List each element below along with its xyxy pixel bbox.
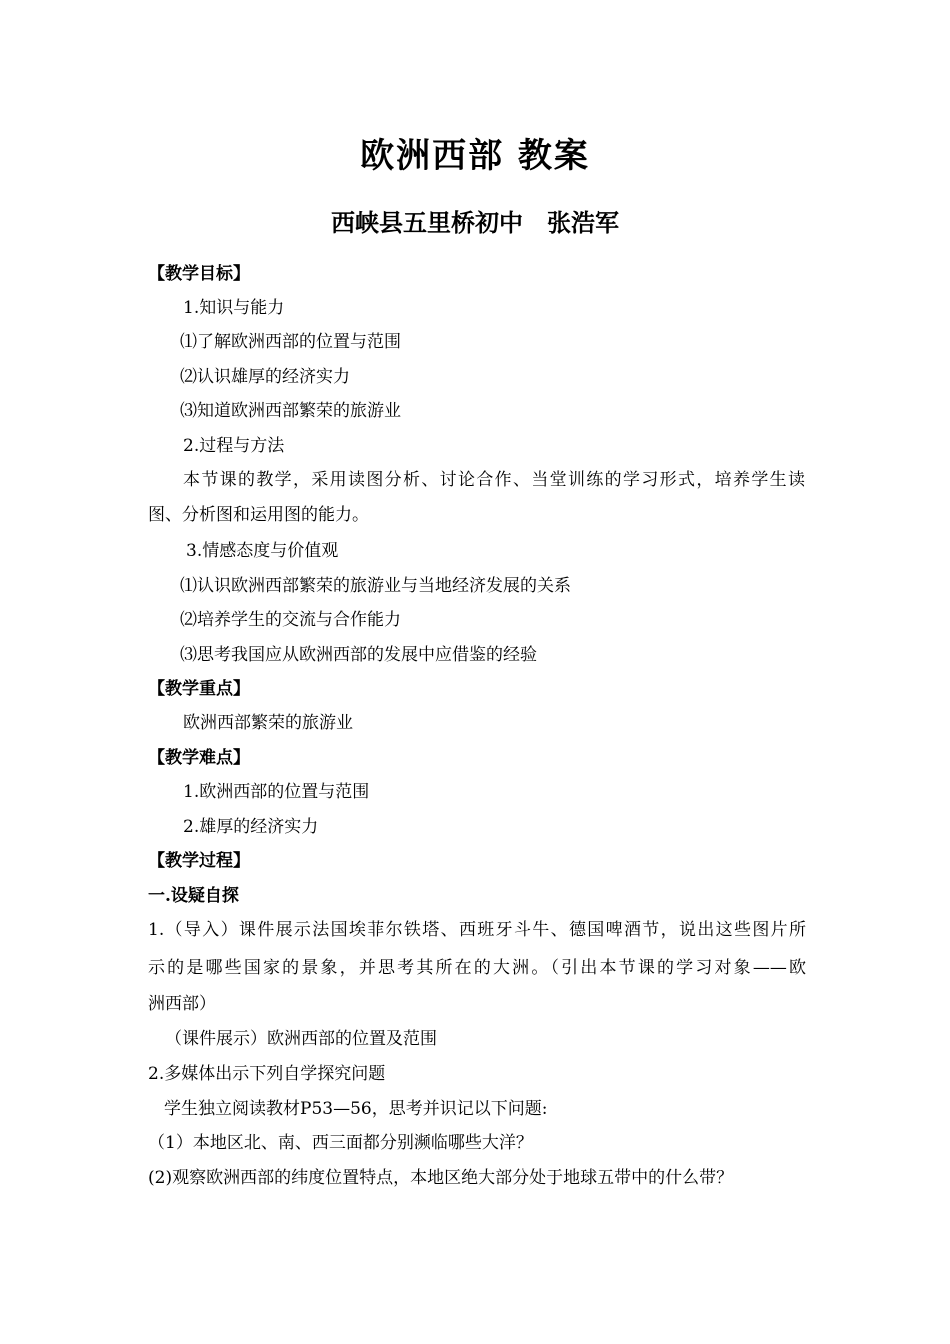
text-line: 2.过程与方法 <box>183 436 285 456</box>
text-line: 图、分析图和运用图的能力。 <box>148 505 369 525</box>
text-line: 学生独立阅读教材P53—56，思考并识记以下问题: <box>164 1099 548 1119</box>
document-subtitle: 西峡县五里桥初中 张浩军 <box>331 208 619 237</box>
text-line: 3.情感态度与价值观 <box>186 541 339 561</box>
text-line: 欧洲西部繁荣的旅游业 <box>183 713 353 733</box>
heading-section-one: 一.设疑自探 <box>148 886 239 906</box>
text-line: 示的是哪些国家的景象，并思考其所在的大洲。（引出本节课的学习对象——欧 <box>148 958 806 978</box>
text-line: （1）本地区北、南、西三面都分别濒临哪些大洋？ <box>148 1133 533 1153</box>
text-line: ⑶知道欧洲西部繁荣的旅游业 <box>180 401 401 421</box>
text-line: （课件展示）欧洲西部的位置及范围 <box>165 1029 437 1049</box>
heading-difficulties: 【教学难点】 <box>148 748 250 768</box>
text-line: 2.雄厚的经济实力 <box>183 817 319 837</box>
text-line: 2.多媒体出示下列自学探究问题 <box>148 1064 386 1084</box>
text-line: 1.（导入）课件展示法国埃菲尔铁塔、西班牙斗牛、德国啤酒节，说出这些图片所 <box>148 920 806 940</box>
text-line: 本节课的教学，采用读图分析、讨论合作、当堂训练的学习形式，培养学生读 <box>183 470 805 490</box>
text-line: ⑴认识欧洲西部繁荣的旅游业与当地经济发展的关系 <box>180 576 571 596</box>
text-line: ⑶思考我国应从欧洲西部的发展中应借鉴的经验 <box>180 645 537 665</box>
heading-key-points: 【教学重点】 <box>148 679 250 699</box>
heading-process: 【教学过程】 <box>148 851 250 871</box>
document-title: 欧洲西部 教案 <box>360 136 590 176</box>
text-line: 洲西部） <box>148 994 216 1014</box>
text-line: ⑵培养学生的交流与合作能力 <box>180 610 401 630</box>
text-line: 1.欧洲西部的位置与范围 <box>183 782 370 802</box>
text-line: (2)观察欧洲西部的纬度位置特点，本地区绝大部分处于地球五带中的什么带？ <box>148 1168 734 1188</box>
heading-objectives: 【教学目标】 <box>148 264 250 284</box>
text-line: ⑵认识雄厚的经济实力 <box>180 367 350 387</box>
text-line: 1.知识与能力 <box>183 298 285 318</box>
text-line: ⑴了解欧洲西部的位置与范围 <box>180 332 401 352</box>
